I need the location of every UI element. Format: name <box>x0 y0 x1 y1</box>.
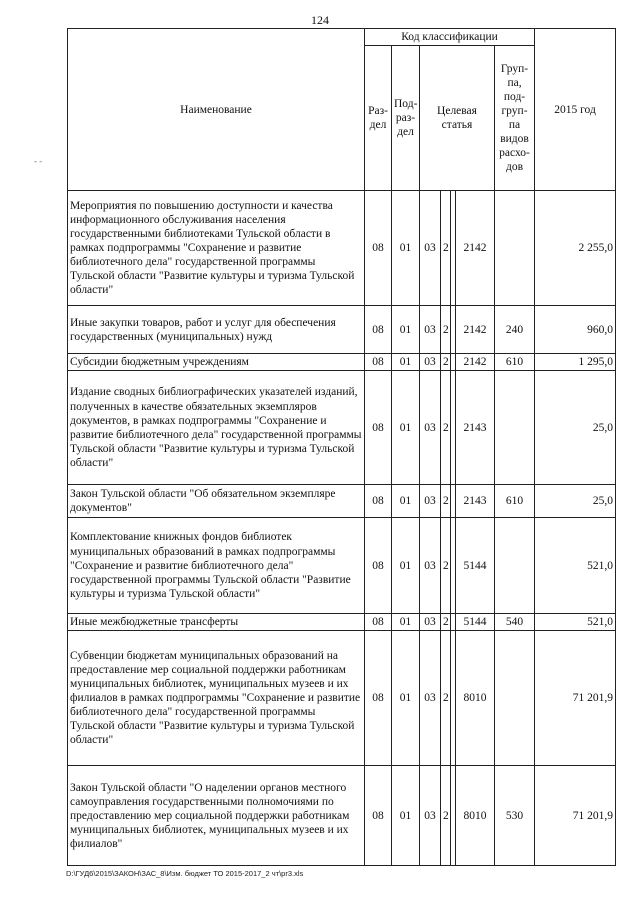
row-group: 240 <box>495 306 535 354</box>
table-row <box>68 766 616 866</box>
table-row <box>68 485 616 518</box>
row-cs-direction: 2142 <box>456 191 495 306</box>
table-row <box>68 518 616 614</box>
table-row <box>68 371 616 485</box>
row-cs-program: 03 <box>420 485 441 518</box>
row-amount: 25,0 <box>535 371 616 485</box>
row-cs-subprogram: 2 <box>441 371 451 485</box>
row-cs-program: 03 <box>420 518 441 614</box>
row-cs-subprogram: 2 <box>441 485 451 518</box>
row-cs-direction: 2143 <box>456 371 495 485</box>
row-razdel: 08 <box>365 354 392 371</box>
row-podrazdel: 01 <box>392 614 420 631</box>
row-podrazdel: 01 <box>392 371 420 485</box>
row-name: Закон Тульской области "О наделении органов местного самоуправления государственными полномочиями по предоставлению мер социальной поддержки работникам муниципальных библиотек, муниципальных музеев и их филиалов" <box>68 766 365 866</box>
table-row <box>68 614 616 631</box>
row-cs-subprogram: 2 <box>441 191 451 306</box>
row-razdel: 08 <box>365 766 392 866</box>
row-cs-direction: 8010 <box>456 766 495 866</box>
page-number: 124 <box>311 13 329 27</box>
row-name: Комплектование книжных фондов библиотек муниципальных образований в рамках подпрограммы "Сохранение и развитие библиотечного дела" государственной программы Тульской области "Развитие культуры и туризма Тульской области" <box>68 518 365 614</box>
row-podrazdel: 01 <box>392 631 420 766</box>
row-podrazdel: 01 <box>392 518 420 614</box>
row-cs-program: 03 <box>420 766 441 866</box>
row-podrazdel: 01 <box>392 354 420 371</box>
row-name: Иные межбюджетные трансферты <box>68 614 365 631</box>
row-cs-subprogram: 2 <box>441 306 451 354</box>
row-group <box>495 631 535 766</box>
row-name: Мероприятия по повышению доступности и качества информационного обслуживания населения государственными библиотеками Тульской области в рамках подпрограммы "Сохранение и развитие библиотечного дела" государственной программы Тульской области "Развитие культуры и туризма Тульской области" <box>68 191 365 306</box>
row-cs-direction: 2143 <box>456 485 495 518</box>
row-cs-subprogram: 2 <box>441 766 451 866</box>
table-row <box>68 631 616 766</box>
header-razdel: Раз- дел <box>365 46 392 191</box>
row-amount: 960,0 <box>535 306 616 354</box>
row-group <box>495 191 535 306</box>
row-name: Закон Тульской области "Об обязательном экземпляре документов" <box>68 485 365 518</box>
row-group: 540 <box>495 614 535 631</box>
row-cs-program: 03 <box>420 306 441 354</box>
row-razdel: 08 <box>365 371 392 485</box>
file-path-footer: D:\ГУД6\2015\ЗАКОН\ЗАС_8\Изм. бюджет ТО 2015-2017_2 чт\pr3.xls <box>66 869 304 878</box>
row-cs-direction: 5144 <box>456 614 495 631</box>
row-cs-program: 03 <box>420 614 441 631</box>
row-podrazdel: 01 <box>392 191 420 306</box>
row-razdel: 08 <box>365 631 392 766</box>
row-group: 610 <box>495 354 535 371</box>
row-group <box>495 371 535 485</box>
row-podrazdel: 01 <box>392 306 420 354</box>
scan-speck: - - <box>34 156 43 166</box>
header-podrazdel: Под- раз- дел <box>392 46 420 191</box>
row-razdel: 08 <box>365 485 392 518</box>
row-cs-subprogram: 2 <box>441 614 451 631</box>
table-row <box>68 191 616 306</box>
row-podrazdel: 01 <box>392 485 420 518</box>
row-amount: 71 201,9 <box>535 631 616 766</box>
row-cs-program: 03 <box>420 191 441 306</box>
row-cs-program: 03 <box>420 371 441 485</box>
row-razdel: 08 <box>365 191 392 306</box>
row-name: Субсидии бюджетным учреждениям <box>68 354 365 371</box>
header-row-top <box>68 29 616 46</box>
row-group: 530 <box>495 766 535 866</box>
row-amount: 1 295,0 <box>535 354 616 371</box>
row-cs-program: 03 <box>420 354 441 371</box>
row-name: Субвенции бюджетам муниципальных образований на предоставление мер социальной поддержки работникам муниципальных библиотек, муниципальных музеев и их филиалов в рамках подпрограммы "Сохранение и развитие библиотечного дела" государственной программы Тульской области "Развитие культуры и туризма Тульской области" <box>68 631 365 766</box>
row-razdel: 08 <box>365 614 392 631</box>
row-amount: 521,0 <box>535 518 616 614</box>
row-cs-direction: 8010 <box>456 631 495 766</box>
header-expense-group: Груп- па, под- груп- па видов расхо- дов <box>495 46 535 191</box>
row-cs-subprogram: 2 <box>441 354 451 371</box>
row-cs-subprogram: 2 <box>441 518 451 614</box>
row-cs-direction: 5144 <box>456 518 495 614</box>
row-razdel: 08 <box>365 306 392 354</box>
row-name: Издание сводных библиографических указателей изданий, полученных в качестве обязательных экземпляров документов, в рамках подпрограммы "Сохранение и развитие библиотечного дела" государственной программы Тульской области "Развитие культуры и туризма Тульской области" <box>68 371 365 485</box>
row-group <box>495 518 535 614</box>
header-classification: Код классификации <box>365 29 535 46</box>
row-razdel: 08 <box>365 518 392 614</box>
row-cs-program: 03 <box>420 631 441 766</box>
header-target-article: Целевая статья <box>420 46 495 191</box>
table-row <box>68 354 616 371</box>
row-amount: 25,0 <box>535 485 616 518</box>
row-cs-subprogram: 2 <box>441 631 451 766</box>
row-group: 610 <box>495 485 535 518</box>
header-name: Наименование <box>68 29 365 191</box>
row-amount: 71 201,9 <box>535 766 616 866</box>
row-podrazdel: 01 <box>392 766 420 866</box>
header-year: 2015 год <box>535 29 616 191</box>
row-amount: 2 255,0 <box>535 191 616 306</box>
table-row <box>68 306 616 354</box>
row-cs-direction: 2142 <box>456 354 495 371</box>
row-name: Иные закупки товаров, работ и услуг для обеспечения государственных (муниципальных) нужд <box>68 306 365 354</box>
row-amount: 521,0 <box>535 614 616 631</box>
budget-table <box>67 28 616 866</box>
row-cs-direction: 2142 <box>456 306 495 354</box>
